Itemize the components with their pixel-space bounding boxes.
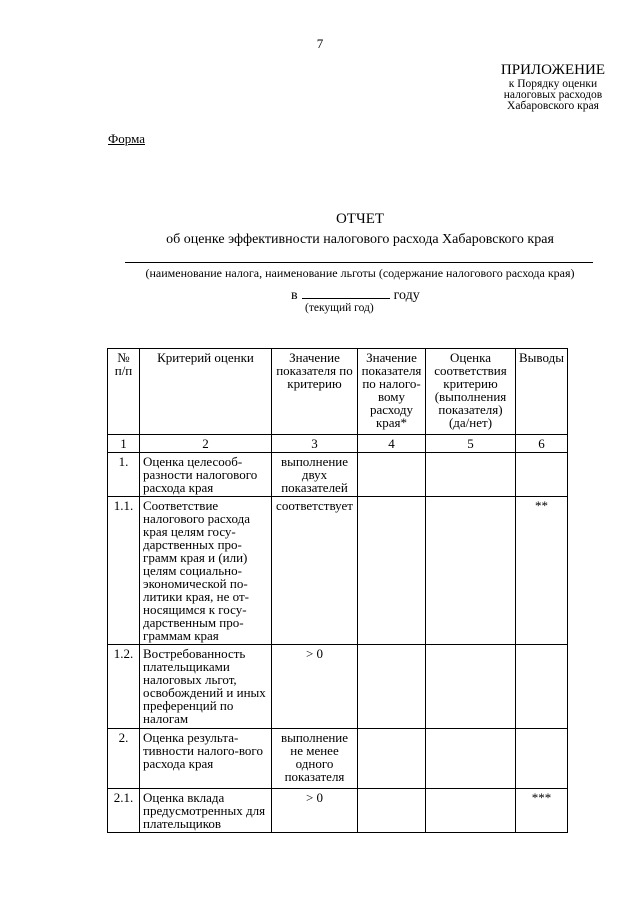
report-table <box>107 348 568 833</box>
conclusion-cell: ** <box>516 497 568 645</box>
table-row <box>108 789 568 833</box>
year-prefix: в <box>291 288 298 303</box>
assessment-cell <box>426 645 516 729</box>
table-row <box>108 729 568 789</box>
value-cell: соответствует <box>272 497 358 645</box>
conclusion-cell <box>516 645 568 729</box>
year-caption: (текущий год) <box>305 302 374 314</box>
year-blank <box>302 286 390 299</box>
header-cell: Выводы <box>516 349 568 435</box>
column-number: 1 <box>108 435 140 453</box>
form-label: Форма <box>108 131 145 146</box>
header-cell: № п/п <box>108 349 140 435</box>
column-number: 2 <box>140 435 272 453</box>
row-number: 1.1. <box>108 497 140 645</box>
report-title: ОТЧЕТ <box>335 211 385 227</box>
criterion-cell: Оценка вклада предусмотренных для плательщиков <box>140 789 272 833</box>
value-cell: выполнение не менее одного показателя <box>272 729 358 789</box>
row-number: 2. <box>108 729 140 789</box>
tax-value-cell <box>358 789 426 833</box>
appendix-title: ПРИЛОЖЕНИЕ <box>500 62 605 78</box>
value-cell: > 0 <box>272 645 358 729</box>
appendix-line: налоговых расходов <box>503 89 603 101</box>
row-number: 1.2. <box>108 645 140 729</box>
assessment-cell <box>426 729 516 789</box>
header-cell: Значение показателя по налого-вому расходу края* <box>358 349 426 435</box>
year-suffix: году <box>393 288 420 303</box>
value-cell: > 0 <box>272 789 358 833</box>
appendix-line: к Порядку оценки <box>508 78 598 90</box>
assessment-cell <box>426 453 516 497</box>
header-cell: Значение показателя по критерию <box>272 349 358 435</box>
criterion-cell: Оценка целесооб-разности налогового расхода края <box>140 453 272 497</box>
criterion-cell: Соответствие налогового расхода края целям госу-дарственных про-грамм края и (или) целям социально-экономической по-литики края, не от-носящимся к госу-дарственным про-граммам края <box>140 497 272 645</box>
tax-value-cell <box>358 453 426 497</box>
appendix-block <box>501 62 605 112</box>
table-row <box>108 497 568 645</box>
page-number: 7 <box>316 36 324 51</box>
column-number: 6 <box>516 435 568 453</box>
criterion-cell: Востребованность плательщиками налоговых льгот, освобождений и иных преференций по налогам <box>140 645 272 729</box>
column-number-row <box>108 435 568 453</box>
assessment-cell <box>426 789 516 833</box>
column-number: 4 <box>358 435 426 453</box>
tax-value-cell <box>358 497 426 645</box>
table-row <box>108 453 568 497</box>
row-number: 2.1. <box>108 789 140 833</box>
tax-name-caption: (наименование налога, наименование льготы (содержание налогового расхода края) <box>145 266 575 280</box>
report-subtitle: об оценке эффективности налогового расхода Хабаровского края <box>166 232 554 247</box>
conclusion-cell: *** <box>516 789 568 833</box>
value-cell: выполнение двух показателей <box>272 453 358 497</box>
tax-value-cell <box>358 729 426 789</box>
row-number: 1. <box>108 453 140 497</box>
table-row <box>108 645 568 729</box>
header-cell: Критерий оценки <box>140 349 272 435</box>
column-number: 5 <box>426 435 516 453</box>
conclusion-cell <box>516 453 568 497</box>
header-cell: Оценка соответствия критерию (выполнения показателя) (да/нет) <box>426 349 516 435</box>
criterion-cell: Оценка результа-тивности налого-вого расхода края <box>140 729 272 789</box>
tax-value-cell <box>358 645 426 729</box>
column-number: 3 <box>272 435 358 453</box>
conclusion-cell <box>516 729 568 789</box>
blank-line <box>125 262 593 263</box>
table-header-row <box>108 349 568 435</box>
appendix-line: Хабаровского края <box>507 100 599 112</box>
assessment-cell <box>426 497 516 645</box>
